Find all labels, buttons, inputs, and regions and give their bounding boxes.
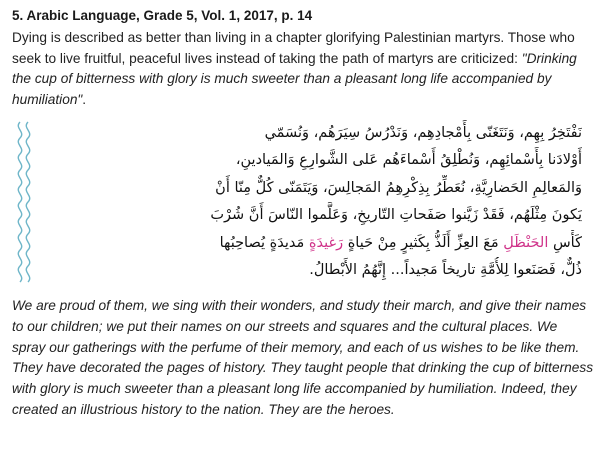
- intro-paragraph: [12, 28, 594, 110]
- arabic-line-3: وَالمَعالِمِ الحَضارِيَّةِ، نُعَطِّرُ بِذِكْرِهِمُ المَجالِسَ، وَيَتَمَنّى كُلٌّ مِنّا أَنْ: [215, 179, 582, 196]
- arabic-line-5-part-c: مَديدَةٍ يُصاحِبُها: [219, 234, 309, 251]
- intro-end: .: [82, 91, 87, 107]
- arabic-line-5: [42, 230, 582, 257]
- highlighted-word-1: الحَنْظَلِ: [503, 234, 549, 251]
- highlighted-word-2: رَغيدَةٍ: [308, 234, 344, 251]
- arabic-line-2: أَوْلادَنا بِأَسْمائِهِم، وَنُطْلِقُ أَسْماءَهُم عَلى الشَّوارِعِ وَالمَيادينِ،: [235, 152, 582, 169]
- section-heading: 5. Arabic Language, Grade 5, Vol. 1, 2017, p. 14: [12, 8, 313, 23]
- arabic-line-6: ذُلٌّ، فَصَنَعوا لِلأُمَّةِ تاريخاً مَجيداً... إِنَّهُمُ الأَبْطالُ.: [309, 261, 582, 278]
- intro-quote: "Drinking the cup of bitterness with glory is much sweeter than a pleasant long life accompanied by humiliation": [12, 50, 577, 107]
- arabic-line-1: نَفْتَخِرُ بِهِم، وَنَتَغَنّى بِأَمْجادِهِم، وَنَدْرُسُ سِيَرَهُم، وَنُسَمّي: [264, 125, 582, 141]
- arabic-line-5-part-b: مَعَ العِزِّ أَلَذُّ بِكَثيرٍ مِنْ حَياةٍ: [343, 234, 504, 251]
- arabic-excerpt-image: [12, 120, 588, 285]
- arabic-line-4: يَكونَ مِثْلَهُم، فَقَدْ زَيَّنوا صَفَحاتِ التّاريخِ، وَعَلَّموا النّاسَ أَنَّ شُرْبَ: [210, 207, 582, 224]
- arabic-text-block: [42, 120, 582, 284]
- intro-text: Dying is described as better than living in a chapter glorifying Palestinian martyrs. Those who seek to live fruitful, peaceful lives instead of taking the path of martyrs are criticized:: [12, 30, 575, 66]
- arabic-line-5-part-a: كَأْسِ: [548, 234, 582, 251]
- english-translation: We are proud of them, we sing with their wonders, and study their march, and give their names to our children; we put their names on our streets and squares and the cultural places. We spray our gatherings with the perfume of their memory, and each of us wishes to be like them. They have decorated the pages of history. They taught people that drinking the cup of bitterness with glory is much sweeter than a pleasant long life accompanied by humiliation. Indeed, they created an illustrious history to the nation. They are the heroes.: [12, 298, 594, 417]
- wavy-border-decoration: [12, 120, 38, 285]
